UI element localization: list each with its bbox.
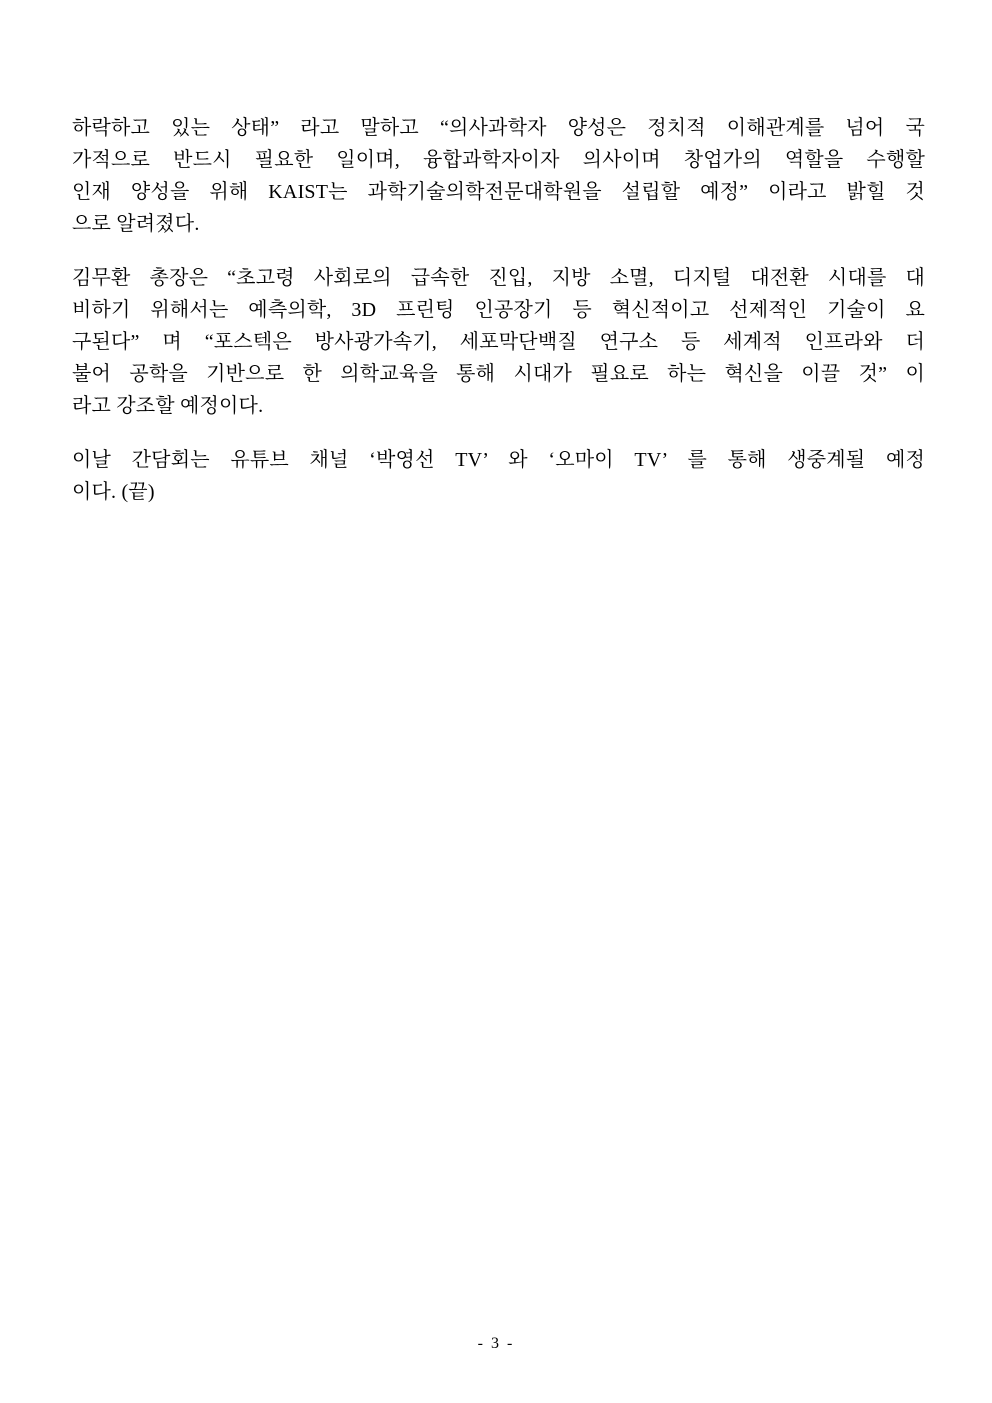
page-number: - 3 - <box>477 1335 515 1352</box>
text-line: 김무환 총장은 “초고령 사회로의 급속한 진입, 지방 소멸, 디지털 대전환 시대를 대 <box>72 267 925 289</box>
paragraph <box>72 112 925 240</box>
paragraph <box>72 262 925 422</box>
text-line: 라고 강조할 예정이다. <box>72 395 264 417</box>
text-line: 가적으로 반드시 필요한 일이며, 융합과학자이자 의사이며 창업가의 역할을 수행할 <box>72 149 925 171</box>
text-line: 하락하고 있는 상태” 라고 말하고 “의사과학자 양성은 정치적 이해관계를 넘어 국 <box>72 117 925 139</box>
text-line: 이날 간담회는 유튜브 채널 ‘박영선 TV’ 와 ‘오마이 TV’ 를 통해 생중계될 예정 <box>72 449 925 471</box>
text-line: 으로 알려졌다. <box>72 213 200 235</box>
text-line: 인재 양성을 위해 KAIST는 과학기술의학전문대학원을 설립할 예정” 이라고 밝힐 것 <box>72 181 925 203</box>
text-line: 이다. (끝) <box>72 481 155 503</box>
text-line: 불어 공학을 기반으로 한 의학교육을 통해 시대가 필요로 하는 혁신을 이끌 것” 이 <box>72 363 925 385</box>
text-line: 구된다” 며 “포스텍은 방사광가속기, 세포막단백질 연구소 등 세계적 인프라와 더 <box>72 331 925 353</box>
paragraph <box>72 444 925 508</box>
document-body <box>72 112 925 508</box>
text-line: 비하기 위해서는 예측의학, 3D 프린팅 인공장기 등 혁신적이고 선제적인 기술이 요 <box>72 299 925 321</box>
